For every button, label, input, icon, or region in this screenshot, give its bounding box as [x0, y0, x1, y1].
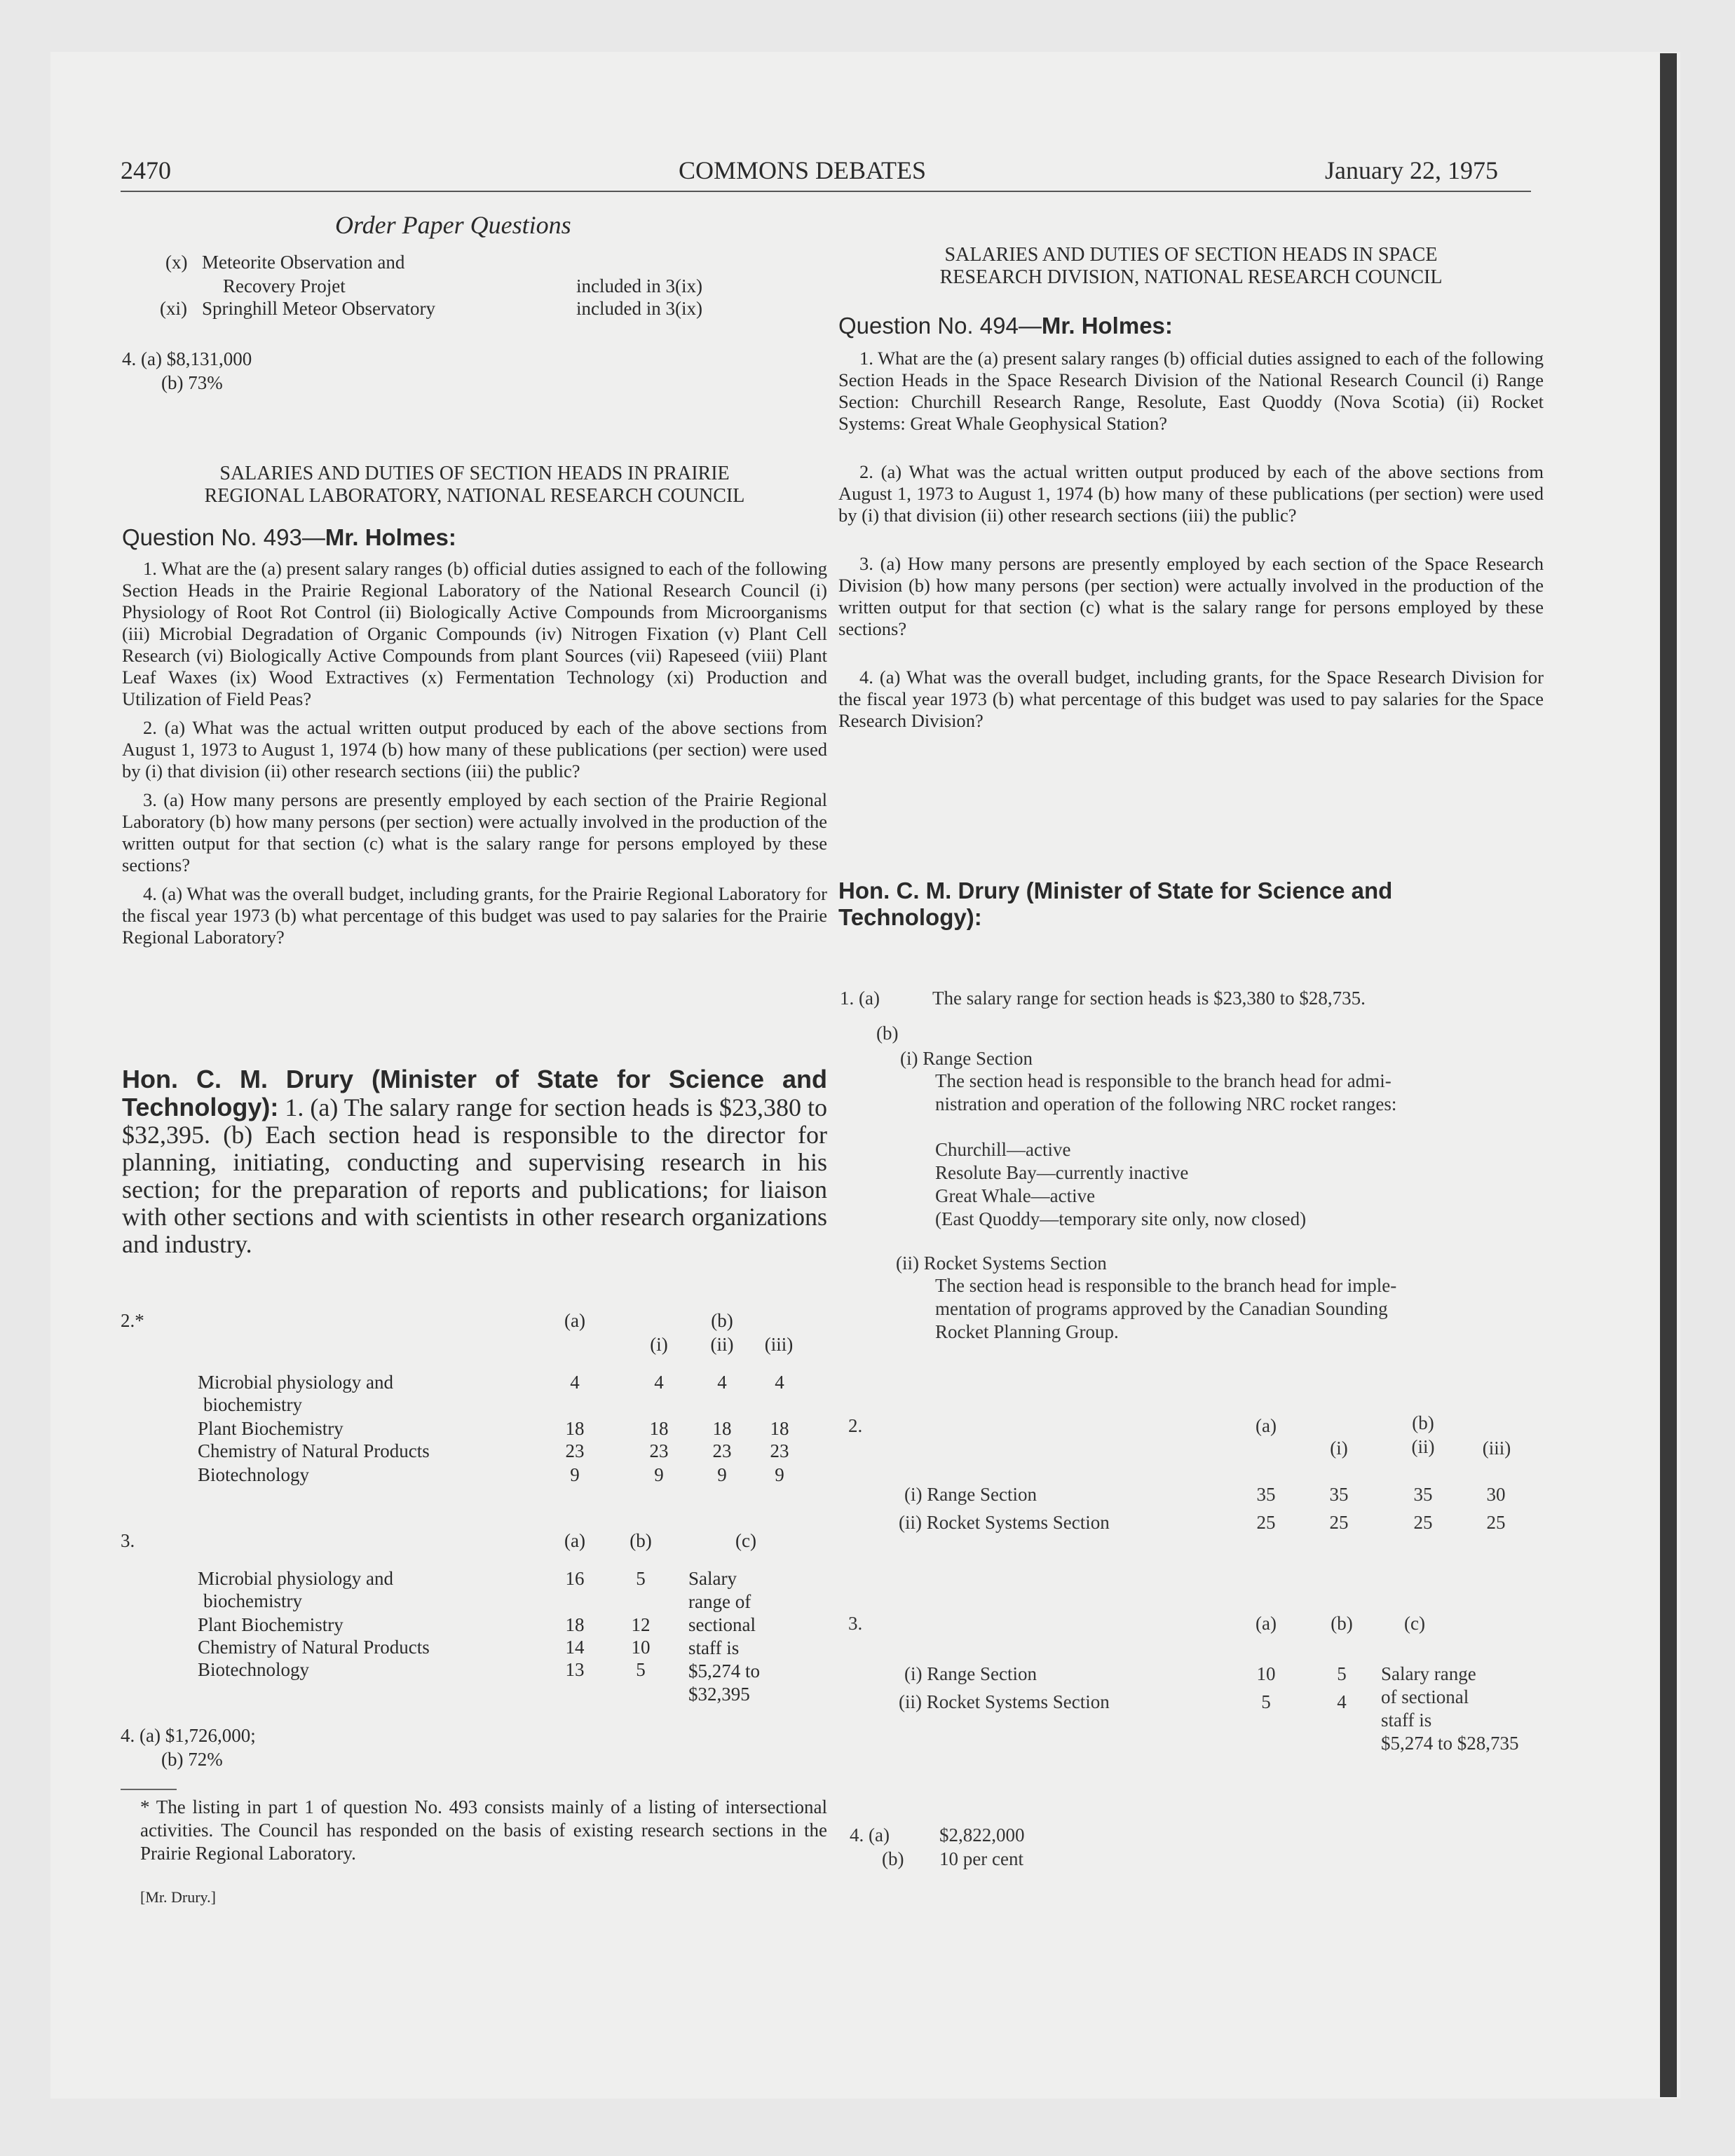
t2-head-ii: (ii)	[710, 1334, 734, 1355]
r-t3-cell-a: 5	[1261, 1691, 1271, 1712]
t3-cell-b: 10	[631, 1637, 651, 1658]
r-t2-cell-iii: 30	[1486, 1484, 1506, 1505]
t3-cell-b: 5	[636, 1659, 646, 1680]
carry-value-xi: included in 3(ix)	[576, 298, 702, 319]
footnote-rule	[121, 1789, 177, 1790]
t2-label: 2.*	[121, 1310, 144, 1331]
footnote: * The listing in part 1 of question No. 493 consists mainly of a listing of intersectional activities. The Council has responded on the basis of existing research sections in the Prairie Regional Laboratory.	[140, 1796, 827, 1864]
page-number: 2470	[121, 156, 171, 184]
page-date: January 22, 1975	[1325, 156, 1498, 184]
rocket-section-label: (ii) Rocket Systems Section	[896, 1253, 1107, 1274]
r-t2-cell-i: 35	[1329, 1484, 1349, 1505]
t3-row-name-2: biochemistry	[203, 1590, 302, 1611]
a4b-percent: (b) 72%	[161, 1749, 223, 1770]
t2-cell-i: 4	[654, 1372, 664, 1393]
r-t2-row-name: (ii) Rocket Systems Section	[899, 1512, 1110, 1533]
r-a4a-num: 4. (a)	[850, 1824, 890, 1845]
t2-cell-ii: 4	[717, 1372, 727, 1393]
t2-cell-a: 4	[570, 1372, 580, 1393]
running-title: Order Paper Questions	[335, 211, 571, 239]
question-493-body: 1. What are the (a) present salary ranges (b) official duties assigned to each of the following Section Heads in the Prairie Regional Laboratory of the National Research Council (i) Physiology of Root Rot Control (ii) Biologically Active Compounds from Microorganisms (iii) Microbial Degradation of Organic Compounds (iv) Nitrogen Fixation (v) Plant Cell Research (vi) Biologically Active Compounds from plant Sources (vii) Rapeseed (viii) Plant Leaf Waxes (ix) Wood Extractives (x) Fermentation Technology (xi) Production and Utilization of Field Peas? 2. (a) What was the actual written output produced by each of the above sections from August 1, 1973 to August 1, 1974 (b) how many of these publications (per section) were used by (i) that division (ii) other research sections (iii) the public? 3. (a) How many persons are presently employed by each section of the Prairie Regional Laboratory (b) how many persons (per section) were actually involved in the production of the written output for that section (c) what is the salary range for persons employed by these sections? 4. (a) What was the overall budget, including grants, for the Prairie Regional Laboratory for the fiscal year 1973 (b) what percentage of this budget was used to pay salaries for the Prairie Regional Laboratory?	[122, 558, 827, 948]
a4a-budget: 4. (a) $1,726,000;	[121, 1725, 256, 1746]
r-t3-head-a: (a)	[1256, 1613, 1277, 1634]
r-t3-row-name: (i) Range Section	[904, 1663, 1037, 1684]
t3-row-name: Plant Biochemistry	[198, 1614, 343, 1635]
t2-row-name-2: biochemistry	[203, 1394, 302, 1415]
r-a4b-num: (b)	[882, 1848, 904, 1869]
t2-cell-a: 18	[565, 1418, 585, 1439]
t2-cell-iii: 23	[770, 1440, 789, 1461]
r-t3-head-b: (b)	[1331, 1613, 1353, 1634]
q4a-budget: 4. (a) $8,131,000	[122, 348, 252, 369]
r-t2-cell-i: 25	[1329, 1512, 1349, 1533]
r-t3-cell-a: 10	[1256, 1663, 1276, 1684]
question-heading-493: Question No. 493—Mr. Holmes:	[122, 524, 456, 550]
a1a-num: 1. (a)	[840, 988, 880, 1009]
t2-cell-iii: 9	[775, 1464, 784, 1485]
range-list: Churchill—active Resolute Bay—currently inactive Great Whale—active (East Quoddy—temporary site only, now closed)	[935, 1139, 1307, 1229]
t3-label: 3.	[121, 1530, 135, 1551]
page-title: COMMONS DEBATES	[679, 156, 927, 184]
carry-num-x: (x)	[165, 252, 188, 273]
carry-name-xi: Springhill Meteor Observatory	[202, 298, 435, 319]
t2-row-name: Chemistry of Natural Products	[198, 1440, 430, 1461]
r-t2-head-i: (i)	[1330, 1438, 1348, 1459]
q4b-percent: (b) 73%	[161, 372, 223, 393]
r-t2-cell-ii: 35	[1413, 1484, 1433, 1505]
t3-row-name: Microbial physiology and	[198, 1568, 393, 1589]
r-t2-head-a: (a)	[1256, 1415, 1277, 1436]
t2-cell-a: 9	[570, 1464, 580, 1485]
t3-salary-range: Salary range of sectional staff is $5,274 to $32,395	[688, 1568, 761, 1705]
r-t2-cell-iii: 25	[1486, 1512, 1506, 1533]
r-t2-cell-a: 35	[1256, 1484, 1276, 1505]
range-section-text: The section head is responsible to the branch head for admi- nistration and operation of the following NRC rocket ranges:	[935, 1070, 1397, 1114]
t2-cell-iii: 18	[770, 1418, 789, 1439]
r-t2-cell-a: 25	[1256, 1512, 1276, 1533]
r-t2-cell-ii: 25	[1413, 1512, 1433, 1533]
t3-cell-b: 12	[631, 1614, 651, 1635]
t2-head-a: (a)	[564, 1310, 585, 1331]
r-t2-row-name: (i) Range Section	[904, 1484, 1037, 1505]
t3-head-a: (a)	[564, 1530, 585, 1551]
t2-cell-i: 23	[649, 1440, 669, 1461]
question-heading-494: Question No. 494—Mr. Holmes:	[838, 313, 1173, 339]
range-section-label: (i) Range Section	[900, 1048, 1033, 1069]
answer-493: Hon. C. M. Drury (Minister of State for Science and Technology): 1. (a) The salary range for section heads is $23,380 to $32,395. (b) Each section head is responsible to the director for planning, initiating, conducting and supervising research in his section; for the preparation of reports and publications; for liaison with other sections and with scientists in other research organizations and industry.	[122, 1065, 827, 1258]
section-title-493: SALARIES AND DUTIES OF SECTION HEADS IN PRAIRIE REGIONAL LABORATORY, NATIONAL RESEARCH COUNCIL	[204, 463, 745, 507]
t2-head-i: (i)	[650, 1334, 668, 1355]
t3-cell-a: 13	[565, 1659, 585, 1680]
t3-head-b: (b)	[630, 1530, 652, 1551]
carry-name-x: Meteorite Observation and	[202, 252, 405, 273]
r-a4b-value: 10 per cent	[939, 1848, 1023, 1869]
t3-row-name: Biotechnology	[198, 1659, 309, 1680]
t3-cell-a: 14	[565, 1637, 585, 1658]
t3-cell-b: 5	[636, 1568, 646, 1589]
carry-num-xi: (xi)	[160, 298, 187, 319]
r-t2-head-iii: (iii)	[1482, 1438, 1511, 1459]
a1a-text: The salary range for section heads is $23,380 to $28,735.	[932, 988, 1366, 1009]
t2-row-name: Biotechnology	[198, 1464, 309, 1485]
header-rule	[121, 191, 1531, 192]
attribution: [Mr. Drury.]	[140, 1888, 216, 1906]
section-title-494: SALARIES AND DUTIES OF SECTION HEADS IN SPACE RESEARCH DIVISION, NATIONAL RESEARCH COUNCIL	[939, 244, 1443, 288]
r-a4a-value: $2,822,000	[939, 1824, 1025, 1845]
t3-head-c: (c)	[735, 1530, 756, 1551]
a1b-label: (b)	[876, 1023, 899, 1044]
t2-head-b: (b)	[711, 1310, 733, 1331]
r-t2-head-b: (b)	[1412, 1412, 1434, 1433]
t2-row-name: Microbial physiology and	[198, 1372, 393, 1393]
r-t3-head-c: (c)	[1404, 1613, 1425, 1634]
carry-value-x: included in 3(ix)	[576, 275, 702, 296]
t3-cell-a: 18	[565, 1614, 585, 1635]
question-494-body: 1. What are the (a) present salary ranges (b) official duties assigned to each of the following Section Heads in the Space Research Division of the National Research Council (i) Range Section: Churchill Research Range, Resolute, East Quoddy (Nova Scotia) (ii) Rocket Systems: Great Whale Geophysical Station? 2. (a) What was the actual written output produced by each of the above sections from August 1, 1973 to August 1, 1974 (b) how many of these publications (per section) were used by (i) that division (ii) other research sections (iii) the public? 3. (a) How many persons are presently employed by each section of the Space Research Division (b) how many persons (per section) were actually involved in the production of the written output for that section (c) what is the salary range for persons employed by these sections? 4. (a) What was the overall budget, including grants, for the Space Research Division for the fiscal year 1973 (b) what percentage of this budget was used to pay salaries for the Space Research Division?	[838, 348, 1544, 731]
t2-cell-a: 23	[565, 1440, 585, 1461]
t2-cell-i: 9	[654, 1464, 664, 1485]
rocket-section-text: The section head is responsible to the branch head for imple- mentation of programs approved by the Canadian Sounding Rocket Planning Group.	[935, 1275, 1397, 1342]
page-spine-shadow	[1660, 53, 1677, 2097]
t2-row-name: Plant Biochemistry	[198, 1418, 343, 1439]
t2-cell-ii: 23	[712, 1440, 732, 1461]
r-t3-cell-b: 5	[1337, 1663, 1347, 1684]
t3-cell-a: 16	[565, 1568, 585, 1589]
r-t3-cell-b: 4	[1337, 1691, 1347, 1712]
t3-row-name: Chemistry of Natural Products	[198, 1637, 430, 1658]
r-t3-label: 3.	[848, 1613, 863, 1634]
t2-cell-i: 18	[649, 1418, 669, 1439]
t2-cell-ii: 9	[717, 1464, 727, 1485]
r-t3-salary-range: Salary range of sectional staff is $5,274 to $28,735	[1381, 1663, 1519, 1754]
r-t3-row-name: (ii) Rocket Systems Section	[899, 1691, 1110, 1712]
t2-cell-iii: 4	[775, 1372, 784, 1393]
answer-494-speaker: Hon. C. M. Drury (Minister of State for Science and Technology):	[838, 878, 1393, 930]
carry-name-x-2: Recovery Projet	[223, 275, 346, 296]
r-t2-head-ii: (ii)	[1411, 1436, 1435, 1457]
t2-head-iii: (iii)	[764, 1334, 794, 1355]
t2-cell-ii: 18	[712, 1418, 732, 1439]
r-t2-label: 2.	[848, 1415, 863, 1436]
